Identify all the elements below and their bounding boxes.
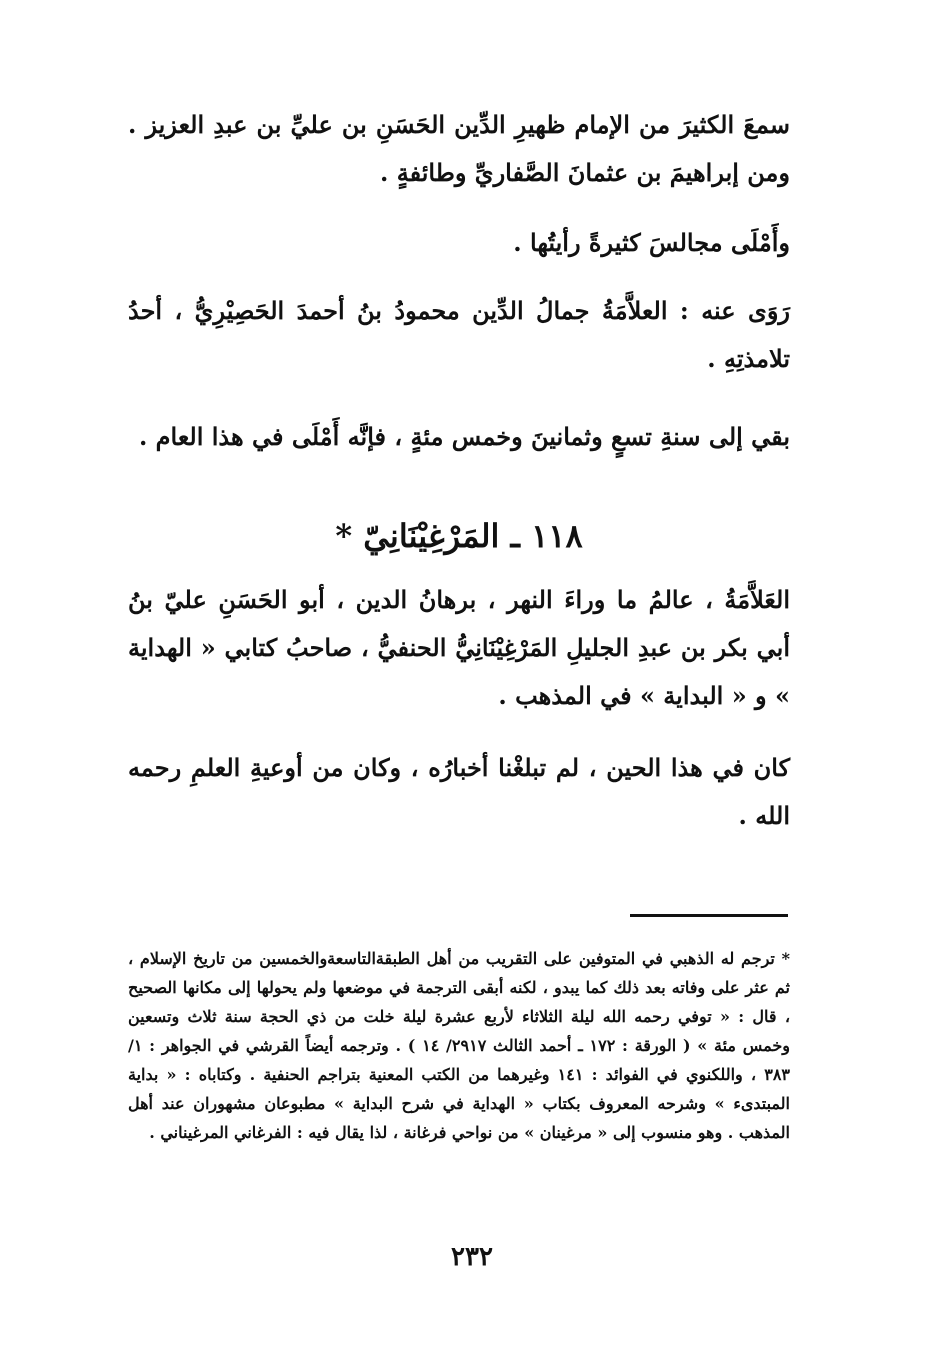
paragraph-biography: العَلاَّمَةُ ، عالمُ ما وراءَ النهر ، برهانُ الدين ، أبو الحَسَنِ عليّ بنُ أبي بكر بن عبدِ الجليلِ المَرْغِيْنَانِيُّ الحنفيُّ ، صاحبُ كتابي « الهداية » و « البداية » في المذهب .	[128, 585, 790, 710]
paragraph-closing: كان في هذا الحين ، لم تبلغْنا أخبارُه ، وكان من أوعيةِ العلمِ رحمه الله .	[128, 753, 790, 830]
paragraph-death-year: بقي إلى سنةِ تسعٍ وثمانينَ وخمس مئةٍ ، فإنَّه أَمْلَى في هذا العام .	[138, 422, 790, 451]
footnote-text: * ترجم له الذهبي في المتوفين على التقريب من أهل الطبقةالتاسعةوالخمسين من تاريخ الإسلام ، ثم عثر على وفاته بعد ذلك كما يبدو ، لكنه أبقى الترجمة في موضعها ولم يحولها إلى مكانها الصحيح ، قال : « توفي رحمه الله ليلة الثلاثاء لأربع عشرة ليلة خلت من ذي الحجة سنة ثلاث وتسعين وخمس مئة » ( الورقة : ١٧٢ ـ أحمد الثالث ٢٩١٧/ ١٤ ) . وترجمه أيضاً القرشي في الجواهر : ١/ ٣٨٣ ، واللكنوي في الفوائد : ١٤١ وغيرهما من الكتب المعنية بتراجم الحنفية . وكتاباه : « بداية المبتدىء » وشرحه المعروف بكتاب « الهداية في شرح البداية » مطبوعان مشهوران عند أهل المذهب . وهو منسوب إلى « مرغينان » من نواحي فرغانة ، لذا يقال فيه : الفرغاني المرغيناني .	[128, 949, 791, 1142]
footnote-divider	[630, 914, 788, 917]
paragraph-dictation: وأَمْلَى مجالسَ كثيرةً رأيتُها .	[513, 228, 790, 257]
page-number: ٢٣٢	[451, 1242, 493, 1272]
entry-heading: ١١٨ ـ المَرْغِيْنَانِيّ *	[335, 517, 583, 555]
paragraph-teachers: سمعَ الكثيرَ من الإمام ظهيرِ الدِّين الحَسَنِ بن عليِّ بن عبدِ العزيز . ومن إبراهيمَ بن عثمانَ الصَّفاريِّ وطائفةٍ .	[128, 110, 790, 187]
paragraph-students: رَوَى عنه : العلاَّمَةُ جمالُ الدِّين محمودُ بنُ أحمدَ الحَصِيْرِيُّ ، أحدُ تلامذتِهِ .	[128, 296, 790, 373]
